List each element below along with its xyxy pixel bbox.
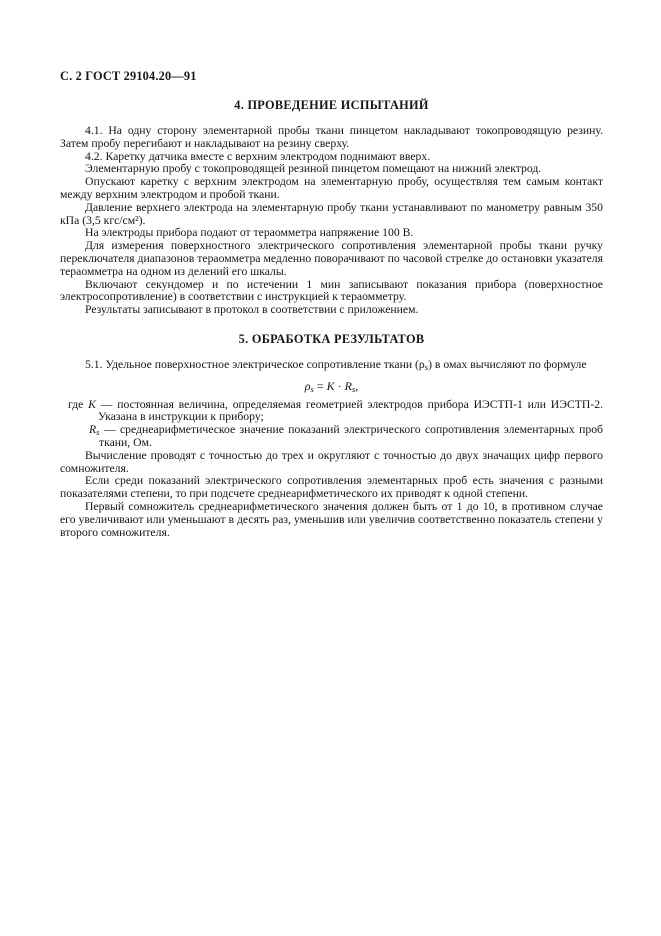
section-4-heading: 4. ПРОВЕДЕНИЕ ИСПЫТАНИЙ <box>234 98 429 112</box>
paragraph: Результаты записывают в протокол в соответствии с приложением. <box>85 303 419 317</box>
paragraph: Элементарную пробу с токопроводящей резиной пинцетом помещают на нижний электрод. <box>85 162 542 176</box>
paragraph: Включают секундомер и по истечении 1 мин записывают показания прибора (поверхностное электросопротивление) в соответствии с инструкцией к тераомметру. <box>60 277 603 304</box>
paragraph-4-1: 4.1. На одну сторону элементарной пробы ткани пинцетом накладывают токопроводящую резину. Затем пробу перегибают и накладывают на резину сверху. <box>60 124 603 150</box>
paragraph: Для измерения поверхностного электрического сопротивления элементарной пробы ткани ручку переключателя диапазонов тераомметра медленно поворачивают по часовой стрелке до остановки указателя тераомметра на одном из делений его шкалы. <box>60 239 603 278</box>
paragraph: Давление верхнего электрода на элементарную пробу ткани устанавливают по манометру равным 350 кПа (3,5 кгс/см²). <box>60 200 603 227</box>
definition-term: Rs — <box>89 423 120 438</box>
paragraph: Первый сомножитель среднеарифметического значения должен быть от 1 до 10, в противном случае его увеличивают или уменьшают в десять раз, уменьшив или увеличив соответственно показатель степени у второго сомножителя. <box>60 499 603 539</box>
definition-body: среднеарифметическое значение показаний электрического сопротивления элементарных проб ткани, Ом. <box>99 423 603 449</box>
paragraph: Если среди показаний электрического сопротивления элементарных проб есть значения с разными показателями степени, то при подсчете среднеарифметического их приводят к одной степени. <box>60 474 603 501</box>
definition-body: постоянная величина, определяемая геометрией электродов прибора ИЭСТП-1 или ИЭСТП-2. Указана в инструкции к прибору; <box>98 397 603 424</box>
definition-term: где K — <box>68 397 118 411</box>
paragraph: На электроды прибора подают от тераомметра напряжение 100 В. <box>85 226 414 240</box>
definition-rs <box>89 424 603 450</box>
paragraph: Вычисление проводят с точностью до трех и округляют с точностью до двух значащих цифр первого сомножителя. <box>60 448 603 475</box>
document-content <box>60 70 603 539</box>
page-header: С. 2 ГОСТ 29104.20—91 <box>60 69 197 83</box>
paragraph-4-2: 4.2. Каретку датчика вместе с верхним электродом поднимают вверх. <box>85 149 431 163</box>
definition-k <box>68 399 603 425</box>
paragraph: Опускают каретку с верхним электродом на элементарную пробу, осуществляя тем самым контакт между верхним электродом и пробой ткани. <box>60 175 603 201</box>
paragraph-5-1: 5.1. Удельное поверхностное электрическое сопротивление ткани (ρs) в омах вычисляют по формуле <box>85 357 587 372</box>
section-5-heading: 5. ОБРАБОТКА РЕЗУЛЬТАТОВ <box>238 331 425 346</box>
formula: ρs = K · Rs, <box>304 378 359 394</box>
